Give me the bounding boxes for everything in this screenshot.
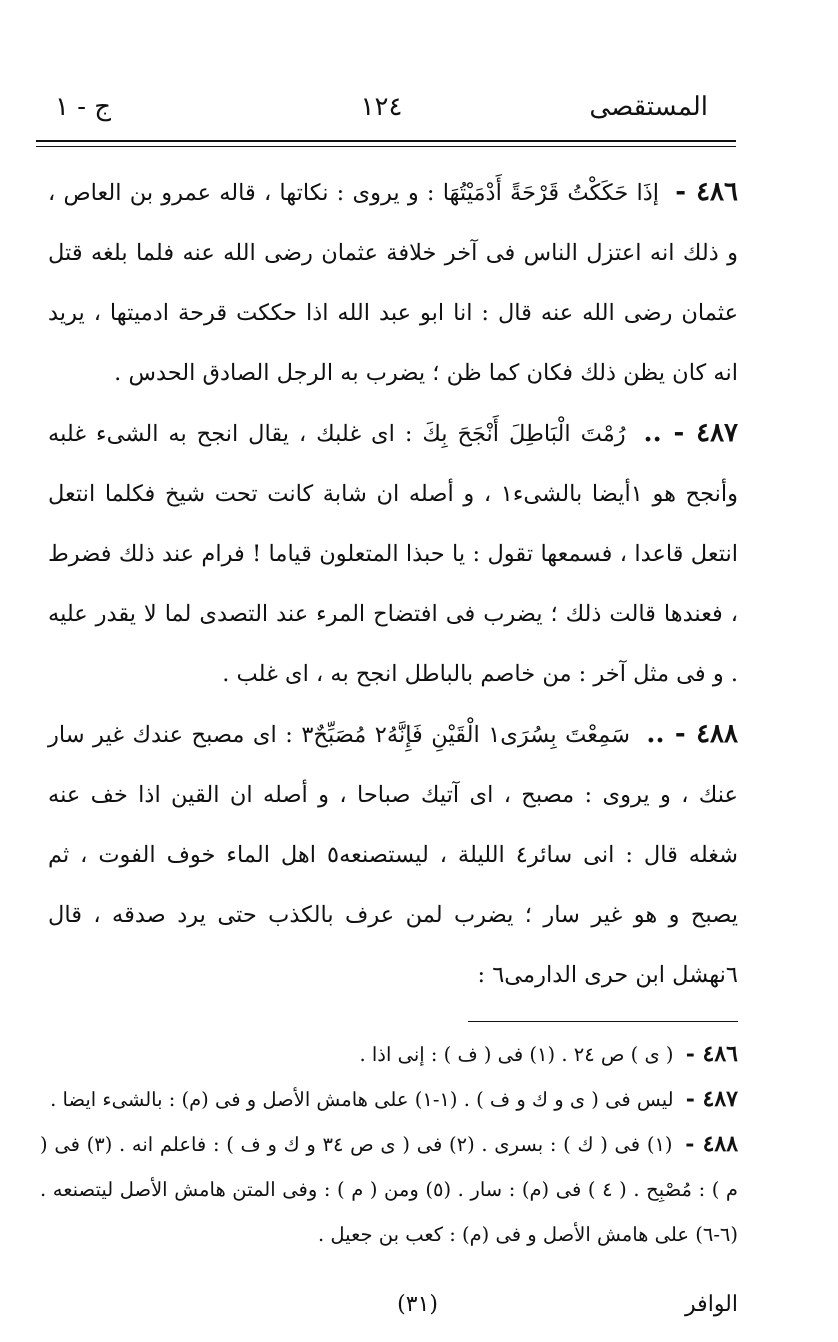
main-text xyxy=(48,162,738,1005)
footnote-text: (١) فى ( ك ) : بسرى . (٢) فى ( ى ص ٣٤ و ك و ف ) : فاعلم انه . (٣) فى ( م ) : مُصْبِح . ( ٤ ) فى (م) : سار . (٥) ومن ( م ) : وفى المتن هامش الأصل ليتصنعه . (٦-٦) على هامش الأصل و فى (م) : كعب بن جعيل . xyxy=(40,1133,739,1246)
entry-text: إذَا حَكَكْتُ قَرْحَةً أَدْمَيْتُهَا : و يروى : نكاتها ، قاله عمرو بن العاص ، و ذلك انه اعتزل الناس فى آخر خلافة عثمان رضى الله عنه فلما بلغه قتل عثمان رضى الله عنه قال : انا ابو عبد الله اذا حككت قرحة ادميتها ، يريد انه كان يظن ذلك فكان كما ظن ؛ يضرب به الرجل الصادق الحدس . xyxy=(48,180,738,386)
volume-label: ج - ١ xyxy=(55,92,112,122)
meter-label: الوافر xyxy=(685,1292,738,1317)
entry-text: سَمِعْتَ بِسُرَى١ الْقَيْنِ فَإِنَّهُ٢ مُصَبِّحٌ٣ : اى مصبح عندك غير سار عنك ، و يروى : مصبح ، اى آتيك صباحا ، و أصله ان القين اذا خف عنه شغله قال : انى سائر٤ الليلة ، ليستصنعه٥ اهل الماء خوف الفوت ، ثم يصبح و هو غير سار ؛ يضرب لمن عرف بالكذب حتى يرد صدقه ، قال ٦نهشل ابن حرى الدارمى٦ : xyxy=(48,722,738,988)
proverb-entry xyxy=(48,704,738,1005)
entry-text: رُمْتَ الْبَاطِلَ أَنْجَحَ بِكَ : اى غلبك ، يقال انجح به الشىء غلبه وأنجح هو ١أيضا بالشىء١ ، و أصله ان شابة كانت تحت شيخ فكلما انتعل انتعل قاعدا ، فسمعها تقول : يا حبذا المتعلون قياما ! فرام عند ذلك فضرط ، فعندها قالت ذلك ؛ يضرب فى افتضاح المرء عند التصدى لما لا يقدر عليه . و فى مثل آخر : من خاصم بالباطل انجح به ، اى غلب . xyxy=(48,421,738,687)
signature-mark: (٣١) xyxy=(397,1292,438,1317)
footnote-number: ٤٨٧ - xyxy=(685,1086,738,1112)
running-header xyxy=(55,92,708,132)
footnote-number: ٤٨٨ - xyxy=(685,1131,739,1157)
page-footer xyxy=(40,1292,738,1332)
footnote-text: ( ى ) ص ٢٤ . (١) فى ( ف ) : إنى اذا . xyxy=(359,1043,674,1066)
footnote-text: ليس فى ( ى و ك و ف ) . (١-١) على هامش الأصل و فى (م) : بالشىء ايضا . xyxy=(50,1088,674,1111)
footnote-number: ٤٨٦ - xyxy=(685,1041,738,1067)
proverb-entry xyxy=(48,403,738,704)
book-title: المستقصى xyxy=(589,92,708,122)
footnotes xyxy=(40,1032,738,1257)
footnote xyxy=(40,1122,738,1257)
footnote xyxy=(40,1077,738,1122)
footnote xyxy=(40,1032,738,1077)
proverb-entry xyxy=(48,162,738,403)
header-rule-thin xyxy=(36,146,736,147)
entry-number: ٤٨٨ - .. xyxy=(646,719,738,749)
page-number: ١٢٤ xyxy=(360,92,403,122)
footnote-divider xyxy=(468,1021,738,1022)
entry-number: ٤٨٧ - .. xyxy=(643,418,739,448)
entry-number: ٤٨٦ - xyxy=(675,177,738,207)
header-rule-thick xyxy=(36,140,736,142)
